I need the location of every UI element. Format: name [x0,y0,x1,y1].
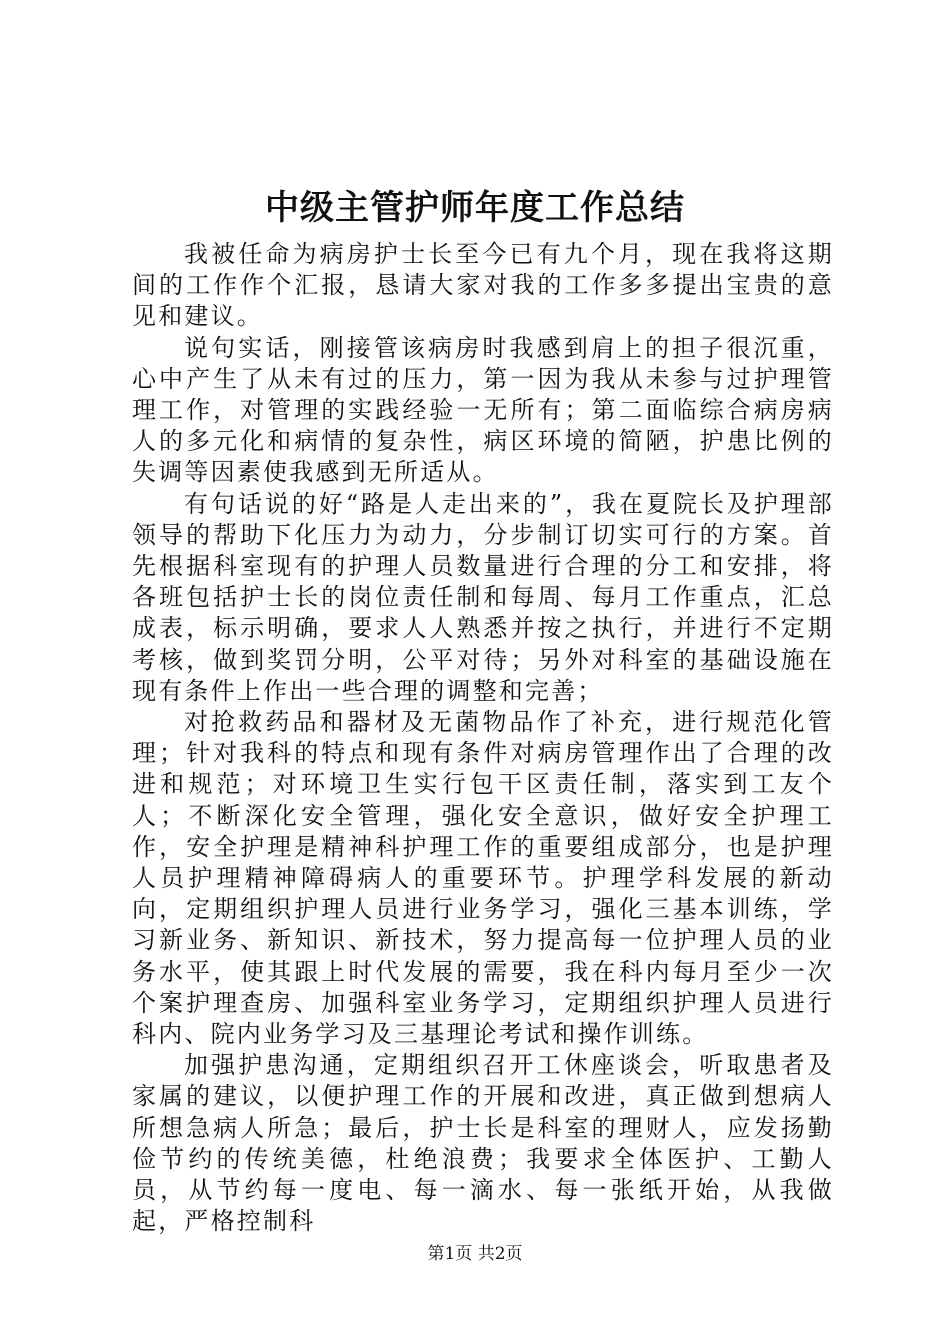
page-number-footer: 第1页 共2页 [427,1244,523,1264]
paragraph-1: 我被任命为病房护士长至今已有九个月，现在我将这期间的工作作个汇报，恳请大家对我的工作多多提出宝贵的意见和建议。 [132,240,834,331]
document-body [132,239,834,1238]
paragraph-4: 对抢救药品和器材及无菌物品作了补充，进行规范化管理；针对我科的特点和现有条件对病房管理作出了合理的改进和规范；对环境卫生实行包干区责任制，落实到工友个人；不断深化安全管理，强化安全意识，做好安全护理工作，安全护理是精神科护理工作的重要组成部分，也是护理人员护理精神障碍病人的重要环节。护理学科发展的新动向，定期组织护理人员进行业务学习，强化三基本训练，学习新业务、新知识、新技术，努力提高每一位护理人员的业务水平，使其跟上时代发展的需要，我在科内每月至少一次个案护理查房、加强科室业务学习，定期组织护理人员进行科内、院内业务学习及三基理论考试和操作训练。 [132,708,834,1049]
paragraph-5: 加强护患沟通，定期组织召开工休座谈会，听取患者及家属的建议，以便护理工作的开展和改进，真正做到想病人所想急病人所急；最后，护士长是科室的理财人，应发扬勤俭节约的传统美德，杜绝浪费；我要求全体医护、工勤人员，从节约每一度电、每一滴水、每一张纸开始，从我做起，严格控制科 [132,1051,834,1236]
paragraph-3: 有句话说的好“路是人走出来的”，我在夏院长及护理部领导的帮助下化压力为动力，分步制订切实可行的方案。首先根据科室现有的护理人员数量进行合理的分工和安排，将各班包括护士长的岗位责任制和每周、每月工作重点，汇总成表，标示明确，要求人人熟悉并按之执行，并进行不定期考核，做到奖罚分明，公平对待；另外对科室的基础设施在现有条件上作出一些合理的调整和完善； [132,489,834,705]
paragraph-2: 说句实话，刚接管该病房时我感到肩上的担子很沉重，心中产生了从未有过的压力，第一因为我从未参与过护理管理工作，对管理的实践经验一无所有；第二面临综合病房病人的多元化和病情的复杂性，病区环境的简陋，护患比例的失调等因素使我感到无所适从。 [132,333,834,487]
document-title: 中级主管护师年度工作总结 [265,188,685,228]
